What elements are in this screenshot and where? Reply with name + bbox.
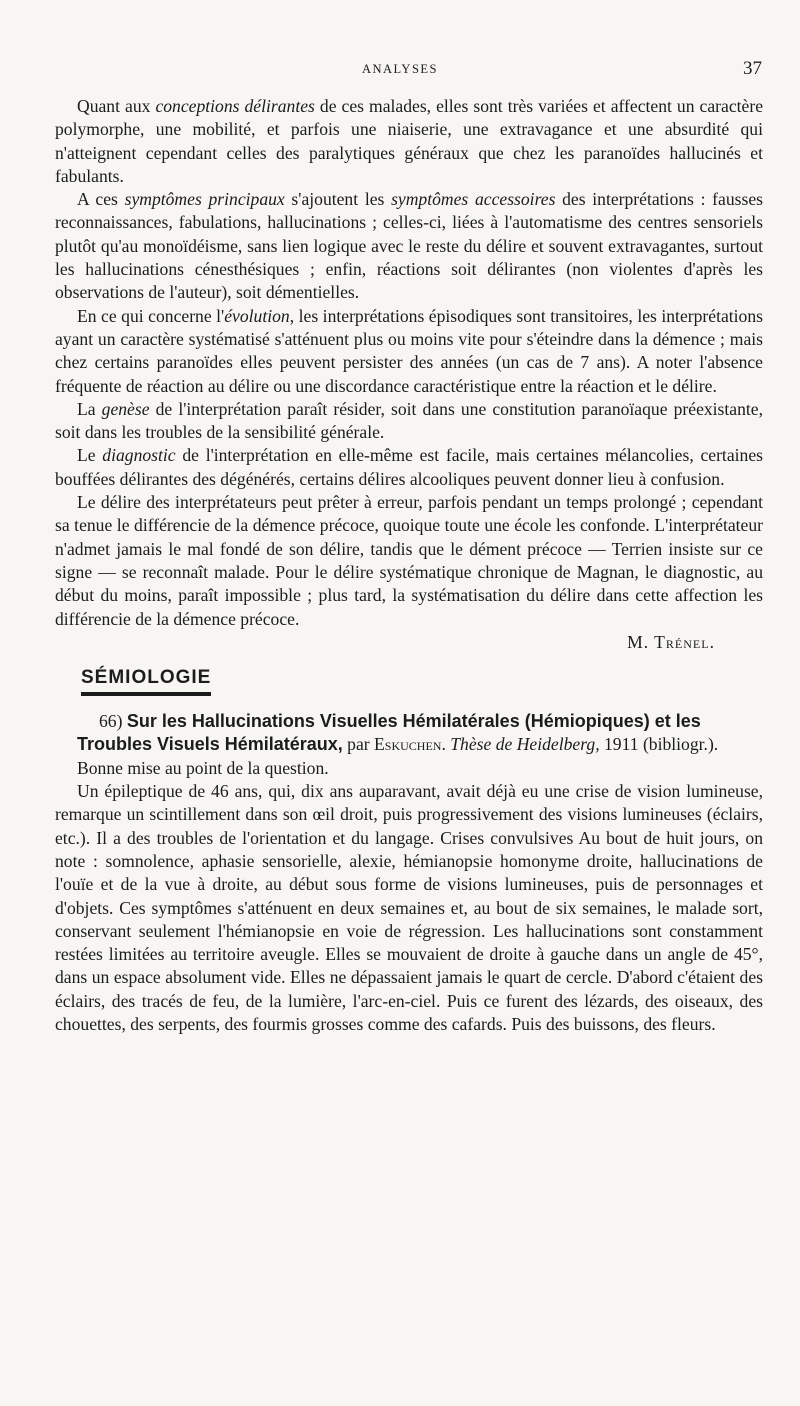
paragraph-symptomes bbox=[55, 188, 763, 304]
text-run: de l'interprétation paraît résider, soit dans une constitution paranoïaque préexistante, soit dans les troubles de la sensibilité générale. bbox=[55, 398, 763, 443]
article-number: 66) bbox=[99, 711, 123, 732]
paragraph-case: Un épileptique de 46 ans, qui, dix ans auparavant, avait déjà eu une crise de vision lumineuse, remarque un scintillement dans son œil droit, puis progressivement des visions lumineuses (éclairs, etc.). Il a des troubles de l'orientation et du langage. Crises convulsives Au bout de huit jours, on note : somnolence, aphasie sensorielle, alexie, hémianopsie homonyme droite, hallucinations de l'ouïe et de la vue à droite, au début sous forme de visions lumineuses, puis de personnages et d'objets. Ces symptômes s'atténuent en deux semaines et, au bout de six semaines, le malade sort, conservant seulement l'hémianopsie en voie de régression. Les hallucinations sont constamment restées limitées au territoire aveugle. Elles se mouvaient de droite à gauche dans un angle de 45°, dans un espace absolument vide. Elles ne dépassaient jamais le quart de cercle. D'abord c'étaient des éclairs, des tracés de feu, de la lumière, l'arc-en-ciel. Puis ce furent des lézards, des oiseaux, des chouettes, des serpents, des fourmis grosses comme des cafards. Puis des buissons, des fleurs. bbox=[55, 781, 763, 1034]
text-run: s'ajoutent les bbox=[284, 189, 392, 210]
text-run: En ce qui concerne l' bbox=[77, 305, 225, 326]
emphasis: symptômes principaux bbox=[124, 189, 285, 210]
text-run: de ces malades, elles sont très variées et affectent un caractère polymorphe, une mobilité, et parfois une niaiserie, une extravagance et une absurdité qui n'atteignent cependant celles des paralytiques généraux que chez les paranoïdes hallucinés et fabulants. bbox=[55, 96, 763, 186]
text-run: , les interprétations épisodiques sont transitoires, les interprétations ayant un caractère systématisé s'atténuent plus ou moins vite pour s'éteindre dans la démence ; mais chez certains paranoïdes elles peuvent persister des années (un cas de 7 ans). A noter l'absence fréquente de réaction au délire ou une discordance caractéristique entre la réaction et le délire. bbox=[55, 305, 763, 396]
article-title bbox=[55, 710, 763, 757]
paragraph-differential: Le délire des interprétateurs peut prêter à erreur, parfois pendant un temps prolongé ; cependant sa tenue le différencie de la démence précoce, quoique toute une école les confonde. L'interprétateur n'admet jamais le mal fondé de son délire, tandis que le dément précoce — Terrien insiste sur ce signe — se reconnaît malade. Pour le délire systématique chronique de Magnan, le diagnostic, au début du moins, paraît impossible ; plus tard, la systématisation du délire dans cette affection les différencie de la démence précoce. bbox=[55, 492, 763, 629]
emphasis: genèse bbox=[101, 398, 150, 419]
article-author: Eskuchen bbox=[374, 734, 442, 755]
paragraph-conceptions bbox=[55, 95, 763, 188]
article-heading: Sur les Hallucinations Visuelles Hémilatérales (Hémiopiques) et les Troubles Visuels Hémilatéraux, bbox=[77, 711, 701, 755]
body-text bbox=[55, 95, 763, 1036]
text-run: . bbox=[441, 734, 451, 755]
page-number: 37 bbox=[743, 58, 762, 79]
text-run: Le bbox=[77, 445, 103, 466]
running-title: ANALYSES bbox=[361, 62, 439, 76]
emphasis: diagnostic bbox=[102, 445, 176, 466]
paragraph-genese bbox=[55, 398, 763, 445]
text-run: Quant aux bbox=[77, 96, 156, 116]
paragraph-summary: Bonne mise au point de la question. bbox=[77, 757, 329, 778]
text-run: A ces bbox=[77, 189, 125, 210]
section-heading: SÉMIOLOGIE bbox=[81, 666, 211, 696]
emphasis: symptômes accessoires bbox=[391, 189, 556, 210]
paragraph-diagnostic bbox=[55, 444, 763, 491]
author-signature: M. Trénel. bbox=[627, 631, 715, 652]
section-wrap bbox=[55, 666, 763, 710]
paragraph-evolution bbox=[55, 305, 763, 398]
text-run: La bbox=[77, 398, 102, 419]
emphasis: évolution bbox=[224, 305, 290, 326]
article-year: 1911 (bibliogr.). bbox=[599, 734, 719, 755]
text-run: par bbox=[342, 734, 375, 755]
text-run: des interprétations : fausses reconnaissances, fabulations, hallucinations ; celles-ci, liées à l'automatisme des centres sensoriels plutôt qu'au monoïdéisme, sans lien logique avec le reste du délire et souvent extravagantes, surtout les hallucinations cénesthésiques ; enfin, réactions soit délirantes (non violentes d'après les observations de l'auteur), soit démentielles. bbox=[55, 189, 763, 303]
article-source: Thèse de Heidelberg, bbox=[450, 734, 600, 755]
emphasis: conceptions délirantes bbox=[155, 96, 315, 116]
running-head bbox=[0, 58, 800, 84]
text-run: de l'interprétation en elle-même est facile, mais certaines mélancolies, certaines bouffées délirantes des dégénérés, certains délires alcooliques peuvent donner lieu à confusion. bbox=[55, 445, 763, 489]
